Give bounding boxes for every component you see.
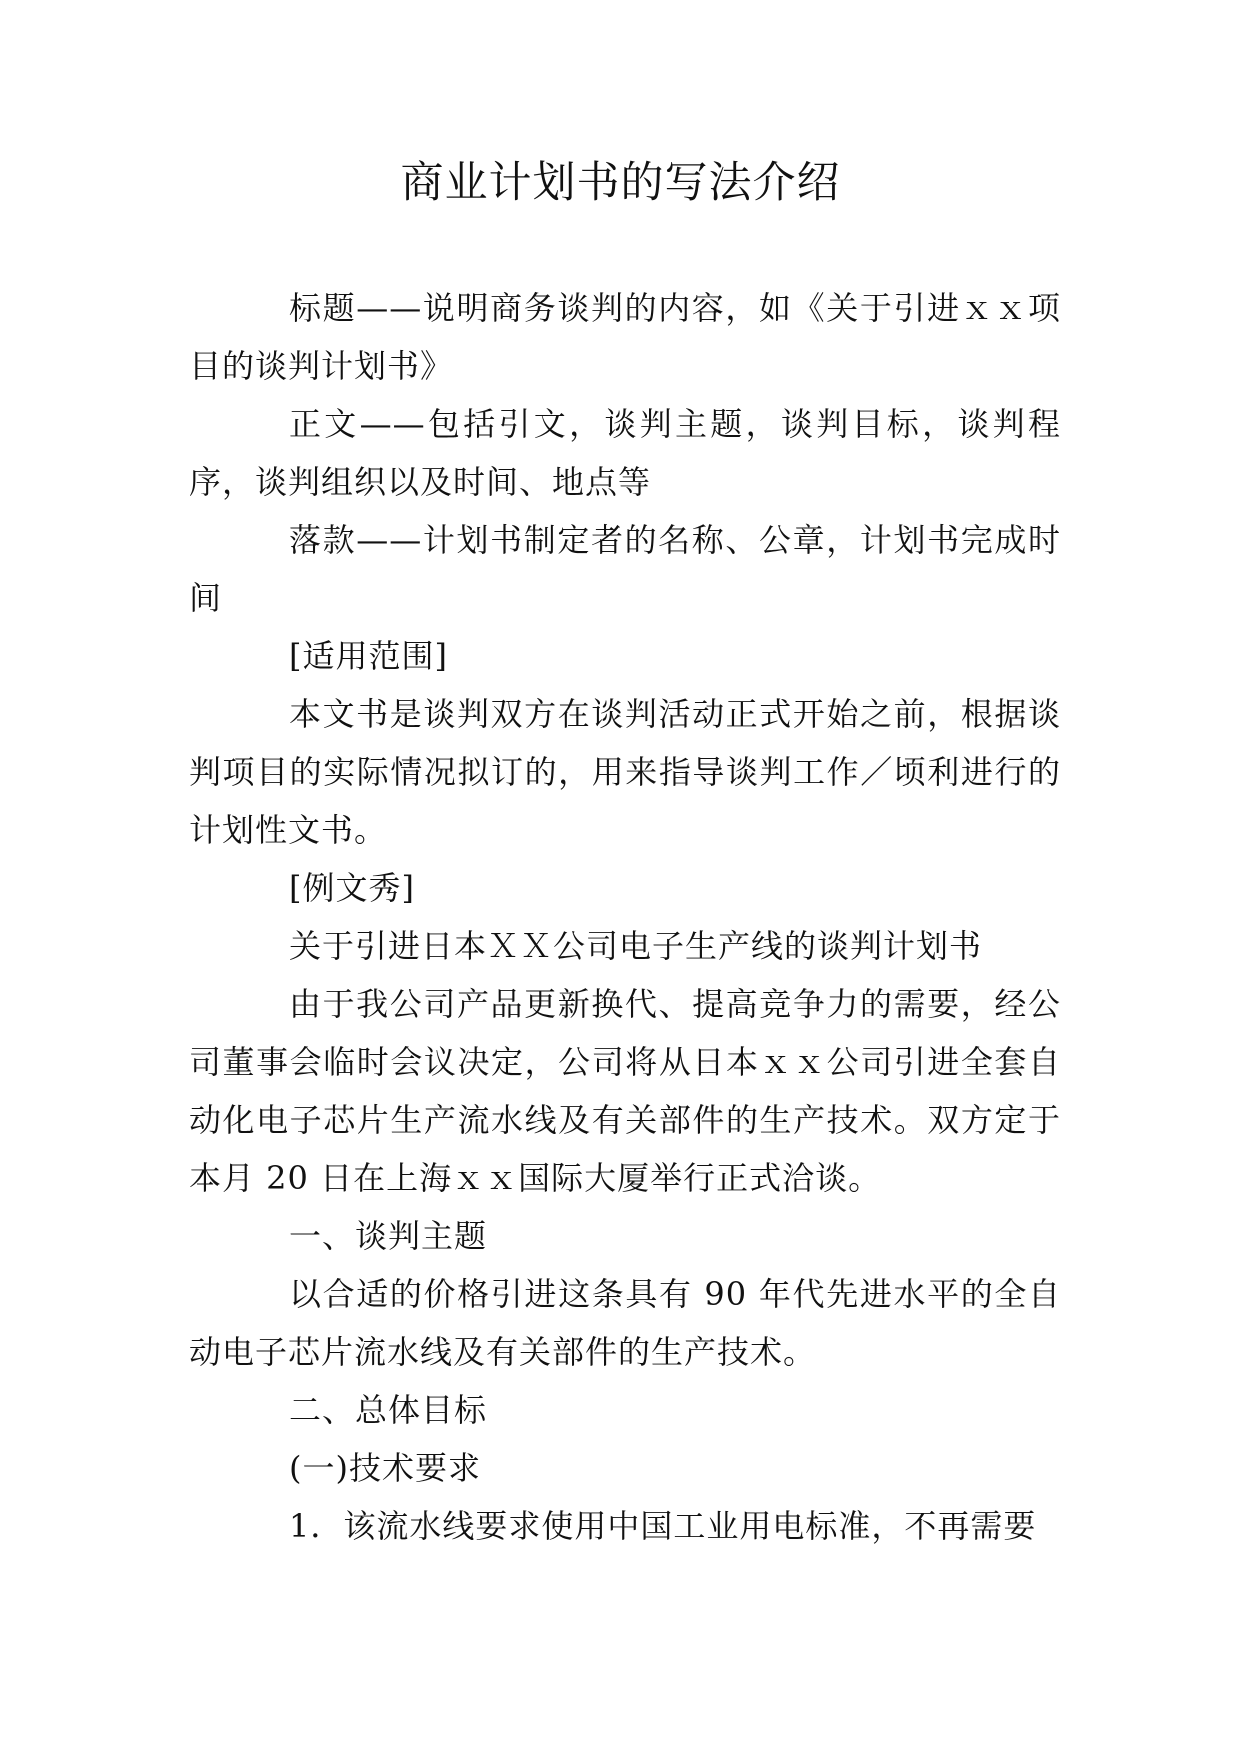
heading-overall-goals: 二、总体目标 [289,1391,488,1429]
document-title: 商业计划书的写法介绍 [400,158,841,208]
heading-example: [例文秀] [289,869,415,907]
document-body [189,279,1061,1555]
heading-scope: [适用范围] [289,637,448,675]
heading-negotiation-topic: 一、谈判主题 [289,1217,488,1255]
example-title: 关于引进日本ＸＸ公司电子生产线的谈判计划书 [289,927,983,965]
list-item-requirement-1: 1．该流水线要求使用中国工业用电标准，不再需要 [289,1507,1037,1545]
paragraph-body-section: 正文——包括引文，谈判主题，谈判目标，谈判程序，谈判组织以及时间、地点等 [189,405,1061,501]
paragraph-title-section: 标题——说明商务谈判的内容，如《关于引进ｘｘ项目的谈判计划书》 [189,289,1061,385]
heading-technical-requirements: (一)技术要求 [289,1449,481,1487]
paragraph-signature-section: 落款——计划书制定者的名称、公章，计划书完成时间 [189,521,1061,617]
paragraph-scope: 本文书是谈判双方在谈判活动正式开始之前，根据谈判项目的实际情况拟订的，用来指导谈判工作／顷利进行的计划性文书。 [189,695,1061,849]
paragraph-background: 由于我公司产品更新换代、提高竞争力的需要，经公司董事会临时会议决定，公司将从日本ｘｘ公司引进全套自动化电子芯片生产流水线及有关部件的生产技术。双方定于本月 20 日在上海ｘｘ国际大厦举行正式洽谈。 [189,985,1061,1197]
paragraph-negotiation-topic: 以合适的价格引进这条具有 90 年代先进水平的全自动电子芯片流水线及有关部件的生产技术。 [189,1275,1061,1371]
